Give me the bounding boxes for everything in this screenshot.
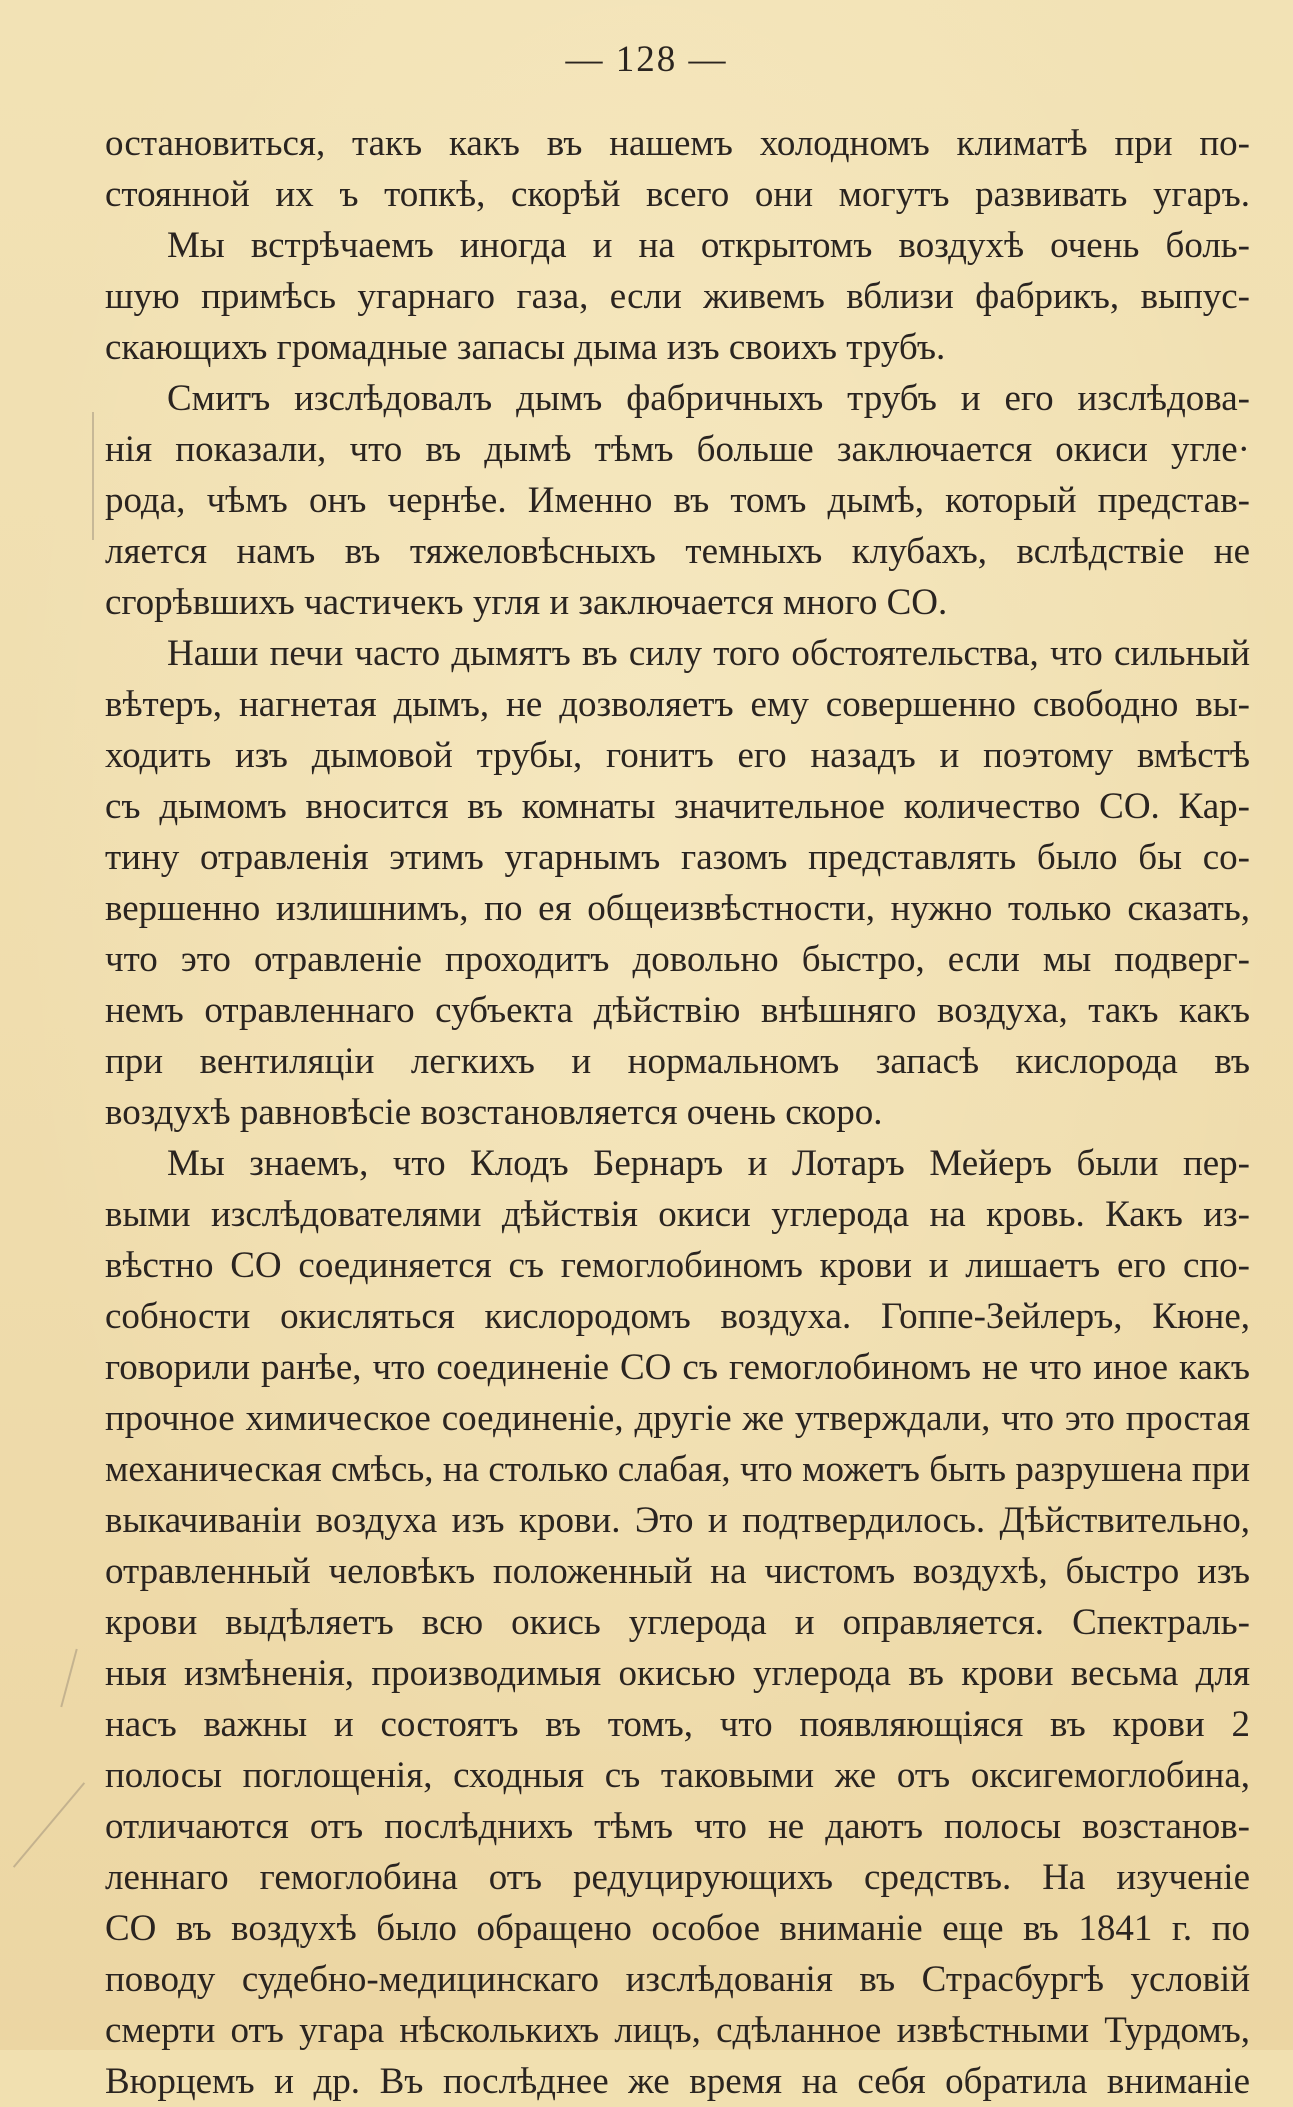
text-line: крови выдѣляетъ всю окись углерода и оправляется. Спектраль- [105,1602,1250,1643]
text-line: смерти отъ угара нѣсколькихъ лицъ, сдѣланное извѣстными Турдомъ, [105,2010,1250,2051]
body-text [105,118,1250,2107]
text-line: сгорѣвшихъ частичекъ угля и заключается много СО. [105,582,948,623]
text-line: шую примѣсь угарнаго газа, если живемъ вблизи фабрикъ, выпус- [105,276,1250,317]
text-line: вѣтеръ, нагнетая дымъ, не дозволяетъ ему совершенно свободно вы- [105,684,1250,725]
text-line: СО въ воздухѣ было обращено особое вниманіе еще въ 1841 г. по [105,1908,1250,1949]
margin-pencil-mark [60,1649,77,1707]
text-line: вершенно излишнимъ, по ея общеизвѣстности, нужно только сказать, [105,888,1250,929]
text-line: насъ важны и состоятъ въ томъ, что появляющіяся въ крови 2 [105,1704,1250,1745]
text-line: механическая смѣсь, на столько слабая, что можетъ быть разрушена при [105,1449,1250,1490]
text-line: стоянной их ъ топкѣ, скорѣй всего они могутъ развивать угаръ. [105,174,1250,215]
text-line: Мы знаемъ, что Клодъ Бернаръ и Лотаръ Мейеръ были пер- [167,1143,1250,1184]
text-line: вѣстно СО соединяется съ гемоглобиномъ крови и лишаетъ его спо- [105,1245,1250,1286]
text-line: выкачиваніи воздуха изъ крови. Это и подтвердилось. Дѣйствительно, [105,1500,1250,1541]
page-number: — 128 — [565,39,728,80]
text-line: ныя измѣненія, производимыя окисью углерода въ крови весьма для [105,1653,1250,1694]
text-line: ляется намъ въ тяжеловѣсныхъ темныхъ клубахъ, вслѣдствіе не [105,531,1250,572]
text-line: тину отравленія этимъ угарнымъ газомъ представлять было бы со- [105,837,1250,878]
text-line: Мы встрѣчаемъ иногда и на открытомъ воздухѣ очень боль- [167,225,1250,266]
text-line: нія показали, что въ дымѣ тѣмъ больше заключается окиси угле· [105,429,1250,470]
text-line: леннаго гемоглобина отъ редуцирующихъ средствъ. На изученіе [105,1857,1250,1898]
margin-pencil-mark [92,412,94,540]
text-line: при вентиляціи легкихъ и нормальномъ запасѣ кислорода въ [105,1041,1250,1082]
text-line: воздухѣ равновѣсіе возстановляется очень скоро. [105,1092,883,1133]
text-line: полосы поглощенія, сходныя съ таковыми же отъ оксигемоглобина, [105,1755,1250,1796]
text-line: рода, чѣмъ онъ чернѣе. Именно въ томъ дымѣ, который представ- [105,480,1250,521]
text-line: скающихъ громадные запасы дыма изъ своихъ трубъ. [105,327,946,368]
text-line: отличаются отъ послѣднихъ тѣмъ что не даютъ полосы возстанов- [105,1806,1250,1847]
text-line: выми изслѣдователями дѣйствія окиси углерода на кровь. Какъ из- [105,1194,1250,1235]
text-line: ходить изъ дымовой трубы, гонитъ его назадъ и поэтому вмѣстѣ [105,735,1250,776]
text-line: съ дымомъ вносится въ комнаты значительное количество СО. Кар- [105,786,1250,827]
margin-pencil-mark [13,1782,85,1868]
text-line: собности окисляться кислородомъ воздуха. Гоппе-Зейлеръ, Кюне, [105,1296,1250,1337]
text-line: говорили ранѣе, что соединеніе СО съ гемоглобиномъ не что иное какъ [105,1347,1250,1388]
text-line: что это отравленіе проходитъ довольно быстро, если мы подверг- [105,939,1250,980]
text-line: поводу судебно-медицинскаго изслѣдованія въ Страсбургѣ условій [105,1959,1250,2000]
text-line: остановиться, такъ какъ въ нашемъ холодномъ климатѣ при по- [105,123,1250,164]
text-line: немъ отравленнаго субъекта дѣйствію внѣшняго воздуха, такъ какъ [105,990,1250,1031]
text-line: Наши печи часто дымятъ въ силу того обстоятельства, что сильный [167,633,1250,674]
text-line: Вюрцемъ и др. Въ послѣднее же время на себя обратила вниманіе [105,2061,1250,2102]
text-line: прочное химическое соединеніе, другіе же утверждали, что это простая [105,1398,1250,1439]
text-line: отравленный человѣкъ положенный на чистомъ воздухѣ, быстро изъ [105,1551,1250,1592]
text-line: Смитъ изслѣдовалъ дымъ фабричныхъ трубъ и его изслѣдова- [167,378,1250,419]
